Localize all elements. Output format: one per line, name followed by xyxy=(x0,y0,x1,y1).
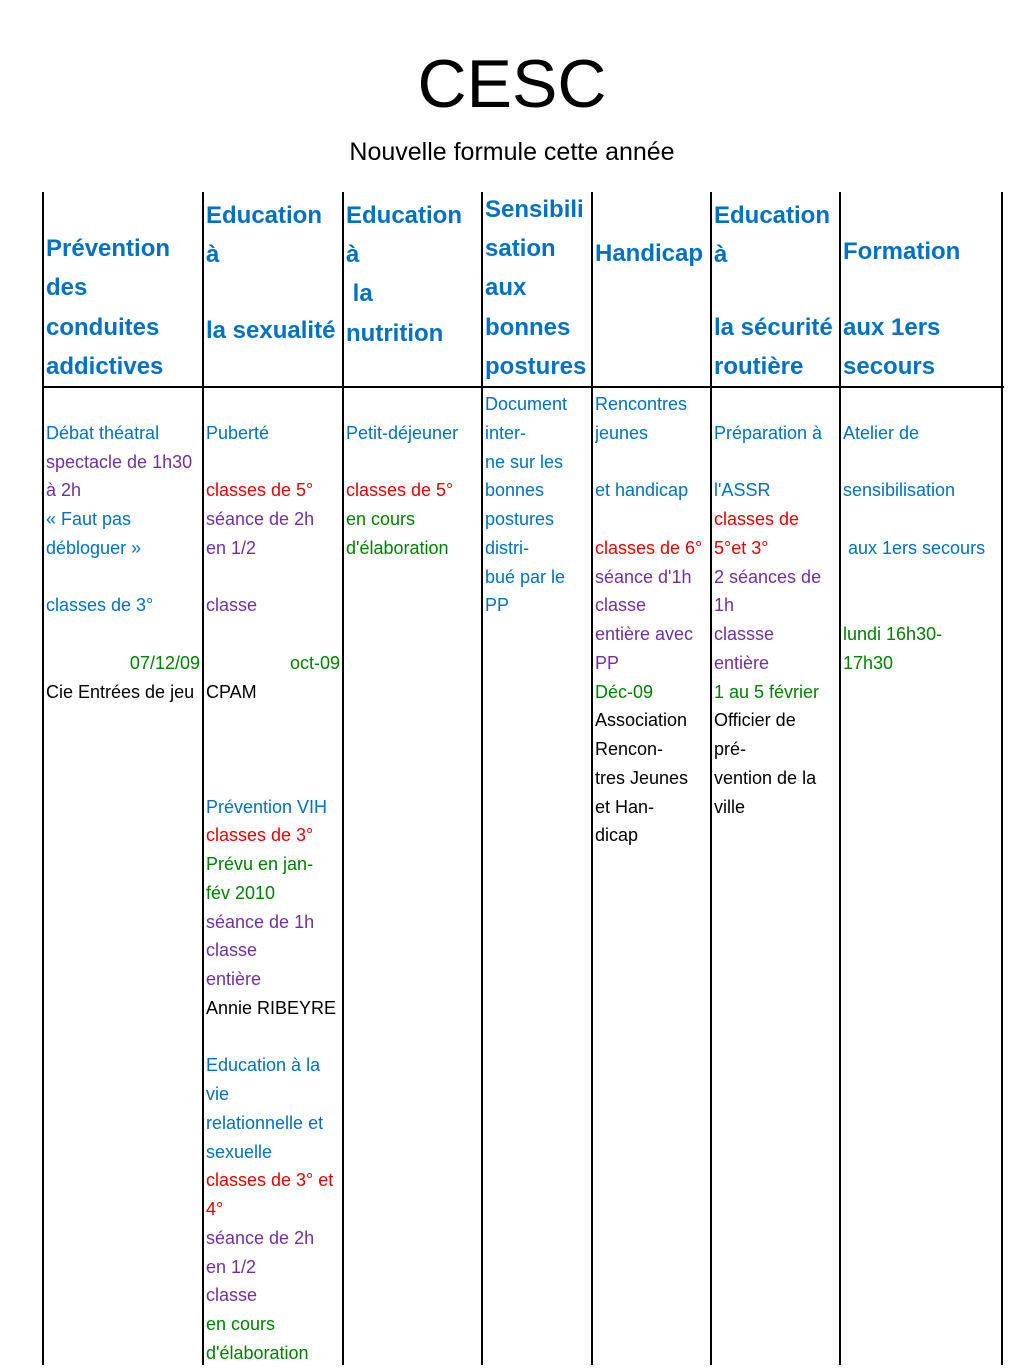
column-cell xyxy=(843,390,1001,678)
cell-line: classe xyxy=(595,595,647,616)
cell-line: classes de 6° xyxy=(595,537,703,558)
column-header-line: addictives xyxy=(46,352,164,380)
column-header-line: Education xyxy=(206,202,323,229)
column-header-line: conduites xyxy=(46,313,160,341)
cell-line xyxy=(346,390,479,419)
cell-line: Education à la xyxy=(206,1055,321,1076)
column-header-line xyxy=(46,196,200,229)
cell-line xyxy=(843,390,1001,419)
header-divider xyxy=(43,386,1004,388)
cell-line: entière xyxy=(206,969,262,989)
column-header xyxy=(714,196,837,386)
column-divider xyxy=(342,192,344,1365)
cell-line xyxy=(206,706,340,735)
column-header-line: Education xyxy=(714,202,831,229)
column-header-line: la sécurité xyxy=(714,313,833,341)
cell-line xyxy=(46,563,200,592)
cell-line: et Han- xyxy=(595,796,655,817)
column-header-line: la xyxy=(346,280,373,308)
cell-line: Puberté xyxy=(206,422,270,443)
cell-line: Déc-09 xyxy=(595,681,654,702)
cell-line: pré- xyxy=(714,739,747,759)
column-header xyxy=(346,196,479,386)
column-header xyxy=(843,196,1001,386)
column-header-line xyxy=(595,348,708,386)
cell-line: Rencontres xyxy=(595,394,688,414)
column-header-line xyxy=(714,274,837,307)
column-header-line xyxy=(206,350,340,386)
cell-line: 1 au 5 février xyxy=(714,681,820,702)
cell-line xyxy=(206,563,340,592)
column-divider xyxy=(1001,192,1003,1365)
cell-line: Prévu en jan- xyxy=(206,854,314,874)
column-cell xyxy=(206,390,340,1368)
column-header-line: aux xyxy=(485,274,527,302)
cell-line xyxy=(206,764,340,793)
cell-line: distri- xyxy=(485,537,529,558)
column-header-line: Formation xyxy=(843,238,961,266)
cell-line xyxy=(595,505,708,534)
cell-line xyxy=(46,620,200,649)
page-title: CESC xyxy=(417,46,607,122)
cell-line: relationnelle et xyxy=(206,1112,324,1133)
cell-line: dicap xyxy=(595,825,639,846)
column-divider xyxy=(839,192,841,1365)
column-header-line xyxy=(346,353,479,386)
cell-line: entière xyxy=(714,652,770,673)
cell-line: spectacle de 1h30 xyxy=(46,451,193,472)
column-header-line: nutrition xyxy=(346,319,444,347)
column-header-line xyxy=(843,196,1001,232)
column-cell xyxy=(346,390,479,563)
column-header-line: à xyxy=(714,241,728,269)
cell-line: bué par le xyxy=(485,566,566,587)
cell-line: Association xyxy=(595,710,688,731)
cell-line xyxy=(714,390,837,419)
cell-line xyxy=(843,448,1001,477)
column-header xyxy=(206,196,340,386)
cell-line: et handicap xyxy=(595,480,689,501)
cell-line: Annie RIBEYRE xyxy=(206,997,337,1018)
cell-line xyxy=(46,390,200,419)
cell-line: CPAM xyxy=(206,681,257,702)
cell-line: Atelier de xyxy=(843,422,920,443)
cell-line: entière avec xyxy=(595,624,694,644)
cell-line: Document xyxy=(485,394,568,414)
column-header-line xyxy=(206,274,340,310)
page-subtitle: Nouvelle formule cette année xyxy=(349,138,675,166)
cell-line: d'élaboration xyxy=(206,1342,309,1363)
cell-line: 07/12/09 xyxy=(129,652,200,673)
cell-line: l'ASSR xyxy=(714,480,771,501)
cell-line: bonnes xyxy=(485,480,545,501)
cell-line: séance de 2h xyxy=(206,1227,315,1248)
cell-line xyxy=(843,591,1001,620)
cell-line: classes de 3° xyxy=(46,595,154,616)
cell-line: fév 2010 xyxy=(206,882,276,903)
cell-line: séance d'1h xyxy=(595,566,692,587)
column-header-line xyxy=(595,196,708,234)
cell-line: classes de 3° et xyxy=(206,1170,334,1191)
cell-line: en 1/2 xyxy=(206,537,257,558)
column-divider xyxy=(591,192,593,1365)
cell-line: Préparation à xyxy=(714,422,823,443)
column-header-line xyxy=(595,311,708,349)
column-header xyxy=(595,196,708,386)
cell-line xyxy=(346,448,479,477)
cell-line: 4° xyxy=(206,1199,224,1219)
cell-line: inter- xyxy=(485,422,527,443)
cell-line: aux 1ers secours xyxy=(843,537,986,558)
column-header-line: des xyxy=(46,274,88,302)
cell-line: en cours xyxy=(346,509,416,529)
column-header-line: Handicap xyxy=(595,239,704,267)
column-header-line: Prévention xyxy=(46,235,171,263)
cell-line: classes de 3° xyxy=(206,825,314,846)
column-header-line: Sensibili xyxy=(485,196,584,224)
cell-line: ne sur les xyxy=(485,451,564,472)
cell-line: jeunes xyxy=(595,422,649,443)
column-header-line: à xyxy=(206,241,220,269)
cell-line: ville xyxy=(714,796,746,817)
column-cell xyxy=(46,390,200,706)
cell-line: sexuelle xyxy=(206,1141,273,1162)
cell-line xyxy=(714,448,837,477)
cell-line xyxy=(843,563,1001,592)
column-divider xyxy=(202,192,204,1365)
cell-line xyxy=(843,505,1001,534)
cell-line: sensibilisation xyxy=(843,480,956,501)
cell-line: Prévention VIH xyxy=(206,796,328,817)
cell-line xyxy=(595,448,708,477)
cell-line: classe xyxy=(206,1285,258,1306)
column-divider xyxy=(481,192,483,1365)
cell-line xyxy=(206,390,340,419)
column-cell xyxy=(485,390,589,620)
cell-line: d'élaboration xyxy=(346,537,449,558)
cell-line xyxy=(206,1023,340,1052)
cell-line: 5°et 3° xyxy=(714,537,769,558)
cell-line: Rencon- xyxy=(595,739,664,759)
cell-line: débloguer » xyxy=(46,537,142,558)
cell-line xyxy=(206,620,340,649)
column-cell xyxy=(595,390,708,850)
column-header-line: bonnes xyxy=(485,313,571,341)
column-header-line: routière xyxy=(714,352,804,380)
cell-line: 1h xyxy=(714,595,735,616)
column-header-line xyxy=(843,271,1001,307)
cell-line: 17h30 xyxy=(843,652,894,673)
cell-line: séance de 1h xyxy=(206,911,315,932)
cell-line: oct-09 xyxy=(289,652,340,673)
cell-line: à 2h xyxy=(46,480,82,501)
cell-line: 2 séances de xyxy=(714,566,822,587)
cell-line: PP xyxy=(485,595,510,616)
column-header-line: postures xyxy=(485,352,587,380)
column-cell xyxy=(714,390,837,821)
cell-line: Cie Entrées de jeu xyxy=(46,681,195,702)
column-divider xyxy=(710,192,712,1365)
cell-line: lundi 16h30- xyxy=(843,624,943,644)
cell-line: classes de xyxy=(714,509,800,529)
cell-line: en cours xyxy=(206,1314,276,1334)
cell-line: tres Jeunes xyxy=(595,767,689,788)
cell-line: classes de 5° xyxy=(346,480,454,501)
column-header-line: la sexualité xyxy=(206,316,336,344)
column-header xyxy=(485,196,589,386)
cell-line: vie xyxy=(206,1084,230,1104)
cell-line: Débat théatral xyxy=(46,422,160,443)
column-header-line: à xyxy=(346,241,360,269)
cell-line: classes de 5° xyxy=(206,480,314,501)
column-header-line: Education xyxy=(346,202,463,229)
cell-line: classe xyxy=(206,595,258,616)
cell-line: classse xyxy=(714,624,775,644)
cell-line: PP xyxy=(595,652,620,673)
cell-line: séance de 2h xyxy=(206,509,315,529)
cell-line xyxy=(206,735,340,764)
cell-line: vention de la xyxy=(714,767,817,788)
column-header xyxy=(46,196,200,386)
column-header-line: aux 1ers xyxy=(843,313,941,341)
column-header-line: secours xyxy=(843,352,936,380)
cell-line: Officier de xyxy=(714,710,796,731)
column-header-line: sation xyxy=(485,235,556,263)
cell-line: classe xyxy=(206,940,258,961)
cell-line: en 1/2 xyxy=(206,1256,257,1277)
cell-line: postures xyxy=(485,509,555,529)
cell-line xyxy=(206,448,340,477)
column-header-line xyxy=(595,273,708,311)
cell-line: « Faut pas xyxy=(46,509,132,529)
cell-line: Petit-déjeuner xyxy=(346,422,459,443)
column-divider xyxy=(42,192,44,1365)
